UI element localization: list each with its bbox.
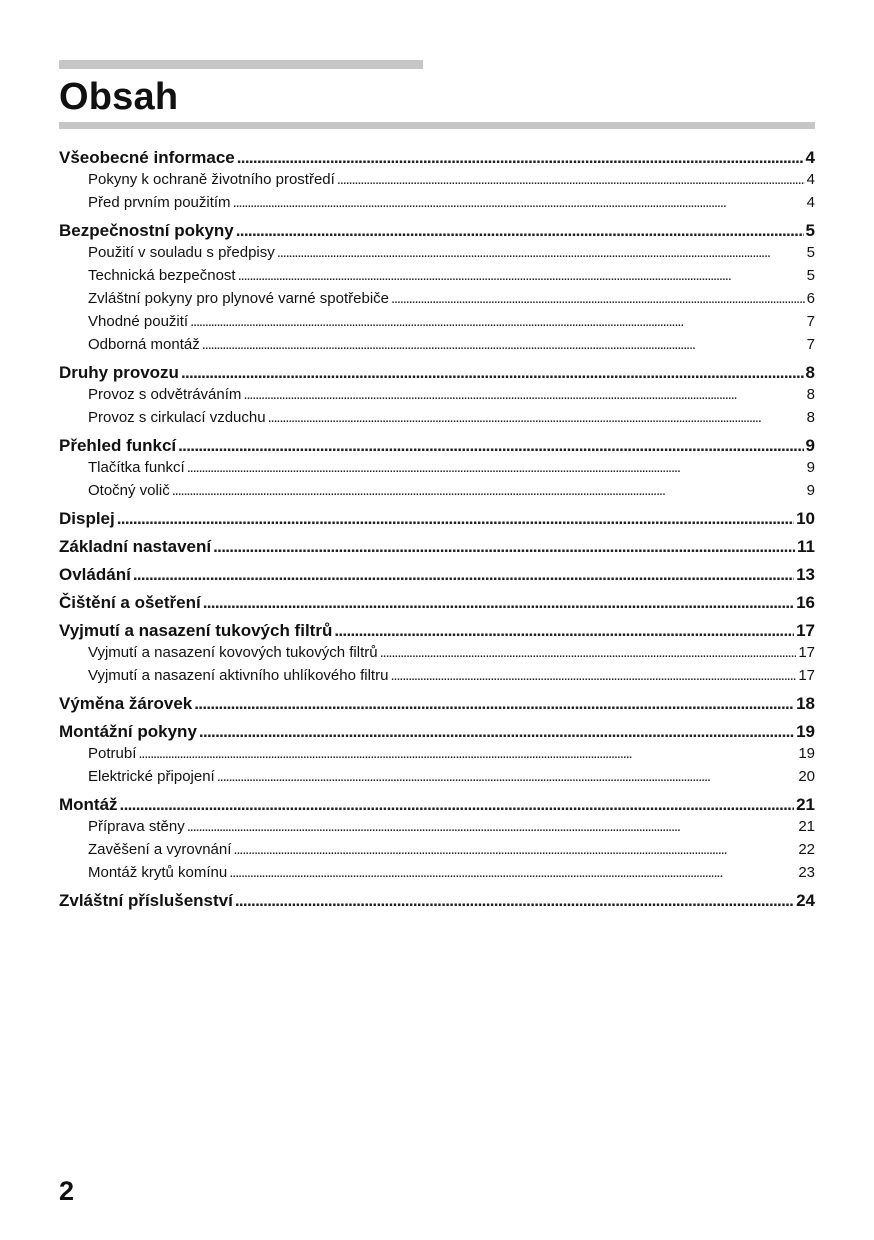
- toc-label: Základní nastavení: [59, 537, 212, 556]
- toc-page: 5: [806, 267, 815, 284]
- toc-label: Pokyny k ochraně životního prostředí: [88, 171, 335, 188]
- toc-subsection[interactable]: [59, 641, 815, 664]
- toc-page: 9: [806, 459, 815, 476]
- toc-label: Příprava stěny: [88, 818, 185, 835]
- toc-section-prislusenstvi[interactable]: [59, 889, 815, 917]
- toc-page: 7: [806, 336, 815, 353]
- toc-page: 19: [798, 745, 815, 762]
- toc-leader: [181, 361, 804, 385]
- toc-page: 4: [806, 171, 815, 188]
- toc-label: Zavěšení a vyrovnání: [88, 841, 232, 858]
- toc-page: 4: [806, 194, 815, 211]
- toc-leader: [380, 641, 797, 664]
- toc-leader: [187, 456, 805, 479]
- page-number: 2: [59, 1176, 75, 1206]
- toc-leader: [235, 889, 794, 913]
- toc-label: Elektrické připojení: [88, 768, 215, 785]
- toc-leader: [213, 535, 795, 559]
- toc-leader: [120, 793, 795, 817]
- toc-page: 10: [796, 509, 815, 528]
- toc-label: Montáž: [59, 795, 118, 814]
- toc-label: Druhy provozu: [59, 363, 179, 382]
- toc-page: 17: [796, 621, 815, 640]
- toc-subsection[interactable]: [59, 456, 815, 479]
- toc-leader: [237, 146, 804, 170]
- title-rule: [59, 122, 815, 129]
- toc-page: 16: [796, 593, 815, 612]
- toc-page: 8: [806, 386, 815, 403]
- toc-label: Montáž krytů komínu: [88, 864, 228, 881]
- toc-label: Provoz s odvětráváním: [88, 386, 242, 403]
- toc-section-displej[interactable]: [59, 507, 815, 535]
- toc-label: Čištění a ošetření: [59, 593, 201, 612]
- toc-page: 9: [805, 436, 815, 455]
- toc-label: Vyjmutí a nasazení kovových tukových filtrů: [88, 644, 378, 661]
- toc-label: Výměna žárovek: [59, 694, 193, 713]
- toc-label: Technická bezpečnost: [88, 267, 236, 284]
- toc-label: Odborná montáž: [88, 336, 200, 353]
- toc-subsection[interactable]: [59, 664, 815, 692]
- toc-page: 19: [796, 722, 815, 741]
- toc-leader: [117, 507, 794, 531]
- toc-leader: [133, 563, 794, 587]
- toc-leader: [203, 591, 794, 615]
- toc-leader: [390, 664, 796, 687]
- toc-label: Tlačítka funkcí: [88, 459, 185, 476]
- toc-label: Použití v souladu s předpisy: [88, 244, 275, 261]
- toc-label: Zvláštní příslušenství: [59, 891, 233, 910]
- toc-label: Provoz s cirkulací vzduchu: [88, 409, 266, 426]
- toc-subsection[interactable]: [59, 383, 815, 406]
- toc-leader: [178, 434, 803, 458]
- toc-page: 22: [798, 841, 815, 858]
- toc-leader: [199, 720, 794, 744]
- toc-leader: [190, 310, 805, 333]
- toc-label: Vyjmutí a nasazení aktivního uhlíkového filtru: [88, 667, 389, 684]
- toc-subsection[interactable]: [59, 742, 815, 765]
- toc-label: Displej: [59, 509, 115, 528]
- toc-subsection[interactable]: [59, 168, 815, 191]
- toc-page: 4: [805, 148, 815, 167]
- toc-subsection[interactable]: [59, 264, 815, 287]
- toc-section-ovladani[interactable]: [59, 563, 815, 591]
- toc-leader: [233, 838, 796, 861]
- toc-label: Všeobecné informace: [59, 148, 235, 167]
- toc-leader: [194, 692, 794, 716]
- toc-page: 17: [798, 667, 815, 684]
- toc-leader: [217, 765, 797, 788]
- toc-subsection[interactable]: [59, 406, 815, 434]
- toc-leader: [138, 742, 796, 765]
- page-title: Obsah: [59, 76, 179, 118]
- toc-page: 9: [806, 482, 815, 499]
- toc-page: 5: [806, 244, 815, 261]
- toc-leader: [334, 619, 794, 643]
- toc-subsection[interactable]: [59, 861, 815, 889]
- table-of-contents: [59, 146, 815, 917]
- toc-subsection[interactable]: [59, 815, 815, 838]
- toc-section-zarovky[interactable]: [59, 692, 815, 720]
- toc-page: 8: [806, 409, 815, 426]
- toc-page: 23: [798, 864, 815, 881]
- toc-label: Vhodné použití: [88, 313, 189, 330]
- toc-label: Před prvním použitím: [88, 194, 231, 211]
- toc-page: 8: [805, 363, 815, 382]
- toc-leader: [236, 219, 804, 243]
- toc-page: 20: [798, 768, 815, 785]
- toc-page: 24: [796, 891, 815, 910]
- toc-page: 6: [806, 290, 815, 307]
- toc-leader: [202, 333, 805, 356]
- toc-leader: [268, 406, 805, 429]
- toc-section-cisteni[interactable]: [59, 591, 815, 619]
- toc-leader: [277, 241, 805, 264]
- toc-page: 21: [796, 795, 815, 814]
- toc-label: Vyjmutí a nasazení tukových filtrů: [59, 621, 333, 640]
- toc-leader: [172, 479, 805, 502]
- toc-page: 13: [796, 565, 815, 584]
- toc-leader: [238, 264, 805, 287]
- toc-subsection[interactable]: [59, 333, 815, 361]
- toc-section-zakladni[interactable]: [59, 535, 815, 563]
- toc-subsection[interactable]: [59, 287, 815, 310]
- toc-page: 17: [798, 644, 815, 661]
- toc-leader: [187, 815, 797, 838]
- toc-leader: [337, 168, 805, 191]
- toc-subsection[interactable]: [59, 479, 815, 507]
- toc-label: Otočný volič: [88, 482, 170, 499]
- toc-subsection[interactable]: [59, 310, 815, 333]
- toc-label: Bezpečnostní pokyny: [59, 221, 234, 240]
- toc-page: 5: [805, 221, 815, 240]
- toc-label: Přehled funkcí: [59, 436, 177, 455]
- toc-page: 11: [797, 537, 815, 556]
- header-accent-bar: [59, 60, 423, 69]
- toc-leader: [233, 191, 805, 214]
- toc-leader: [243, 383, 804, 406]
- toc-page: 18: [796, 694, 815, 713]
- toc-leader: [391, 287, 805, 310]
- toc-leader: [229, 861, 796, 884]
- toc-page: 7: [806, 313, 815, 330]
- toc-label: Ovládání: [59, 565, 131, 584]
- toc-page: 21: [798, 818, 815, 835]
- toc-subsection[interactable]: [59, 241, 815, 264]
- toc-label: Zvláštní pokyny pro plynové varné spotřebiče: [88, 290, 389, 307]
- toc-subsection[interactable]: [59, 838, 815, 861]
- toc-subsection[interactable]: [59, 765, 815, 793]
- toc-label: Montážní pokyny: [59, 722, 197, 741]
- toc-subsection[interactable]: [59, 191, 815, 219]
- toc-label: Potrubí: [88, 745, 137, 762]
